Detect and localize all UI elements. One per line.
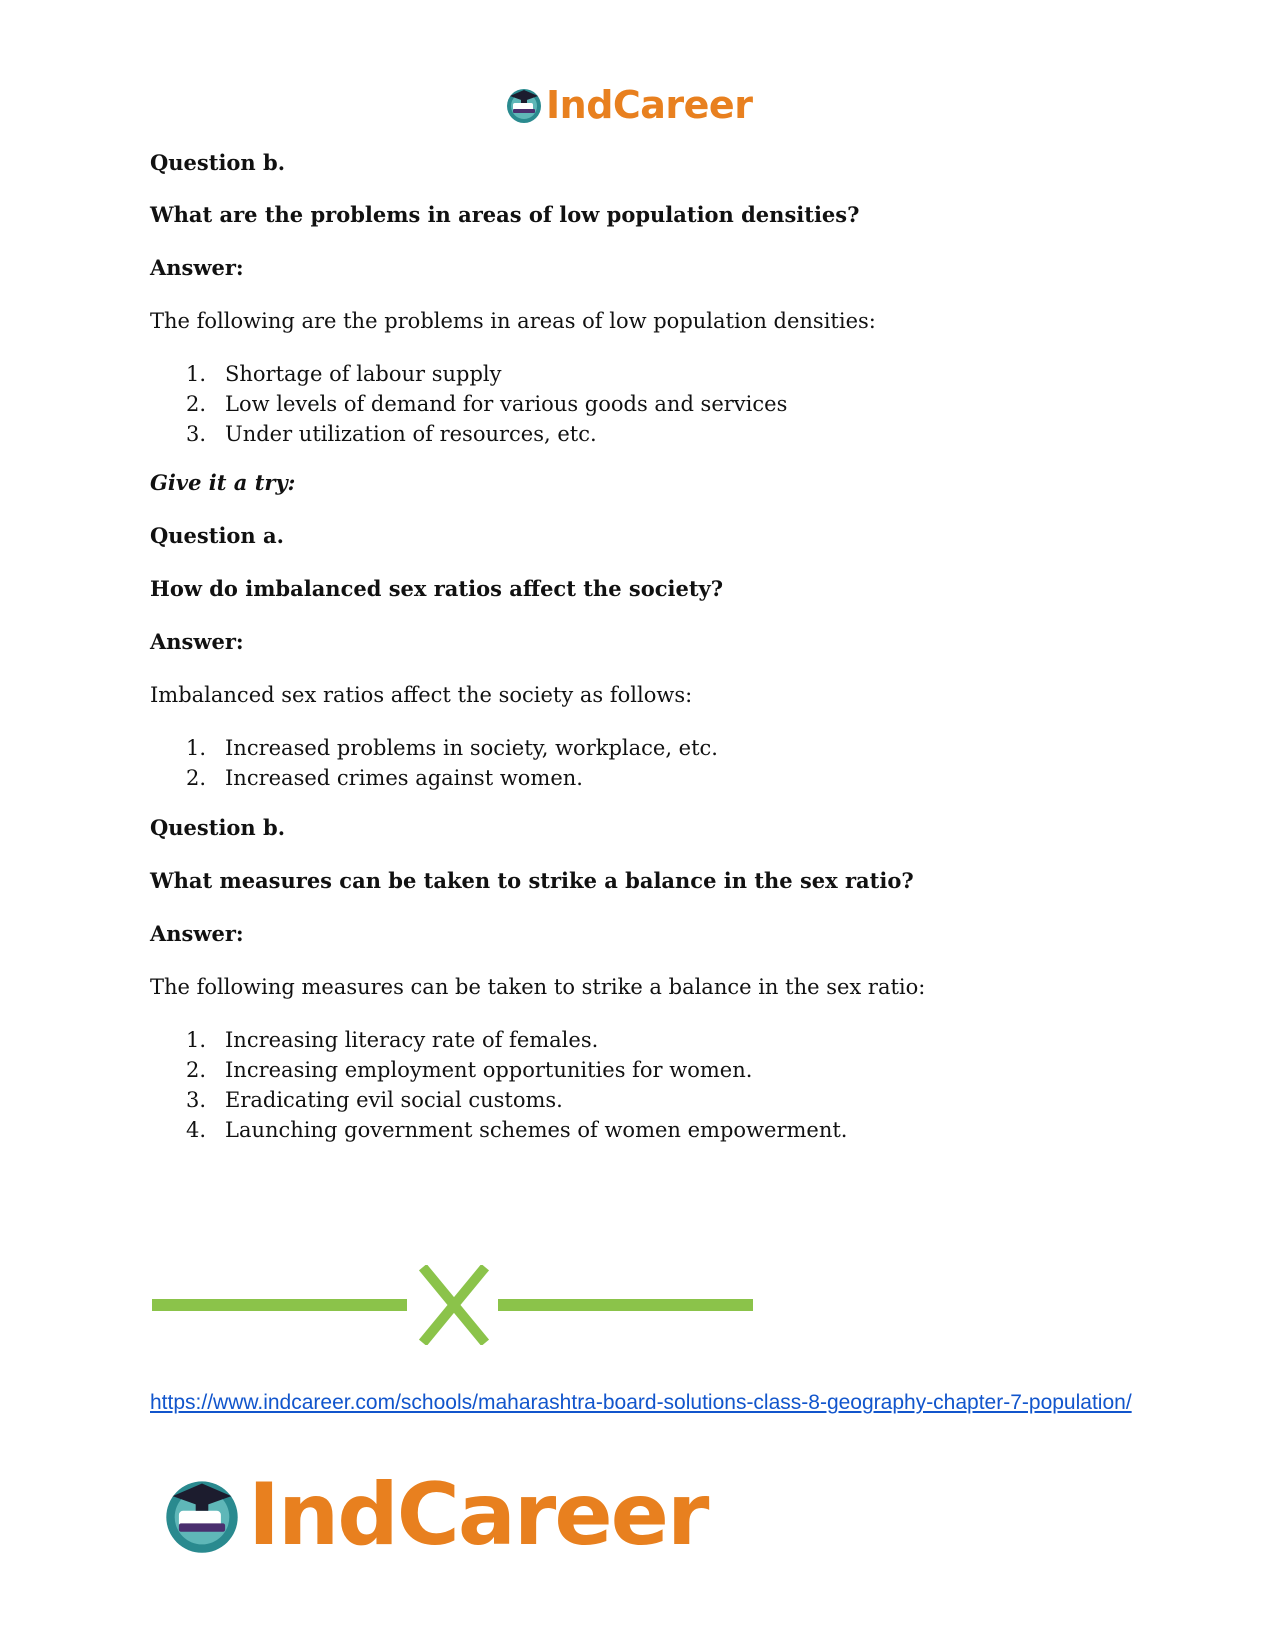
question-label: Question b. <box>150 150 286 175</box>
list-item: 1. Increasing literacy rate of females. <box>186 1028 599 1052</box>
footer-logo <box>160 1465 708 1565</box>
source-link[interactable]: https://www.indcareer.com/schools/maharashtra-board-solutions-class-8-geography-chapter-7-population/ <box>150 1391 1132 1414</box>
answer-intro: The following measures can be taken to strike a balance in the sex ratio: <box>150 975 926 999</box>
list-item: 2. Increasing employment opportunities for women. <box>186 1058 753 1082</box>
question-text: What are the problems in areas of low population densities? <box>150 202 860 227</box>
list-item: 2. Increased crimes against women. <box>186 766 583 790</box>
question-label: Question b. <box>150 815 286 840</box>
answer-label: Answer: <box>150 629 244 654</box>
logo-globe-icon <box>160 1473 244 1557</box>
logo-wordmark: IndCareer <box>546 83 753 127</box>
answer-list <box>150 1025 847 1145</box>
list-item: 3. Under utilization of resources, etc. <box>186 422 597 446</box>
answer-intro: Imbalanced sex ratios affect the society as follows: <box>150 683 693 707</box>
answer-label: Answer: <box>150 921 244 946</box>
list-item: 1. Shortage of labour supply <box>186 362 502 386</box>
logo-globe-icon <box>504 85 544 125</box>
answer-list <box>150 733 718 793</box>
list-item: 2. Low levels of demand for various goods and services <box>186 392 788 416</box>
divider-cross-icon <box>150 1265 760 1345</box>
list-item: 3. Eradicating evil social customs. <box>186 1088 563 1112</box>
answer-list <box>150 359 787 449</box>
answer-label: Answer: <box>150 255 244 280</box>
list-item: 4. Launching government schemes of women empowerment. <box>186 1118 848 1142</box>
logo-wordmark: IndCareer <box>248 1465 708 1565</box>
list-item: 1. Increased problems in society, workplace, etc. <box>186 736 718 760</box>
answer-intro: The following are the problems in areas of low population densities: <box>150 309 876 333</box>
try-heading: Give it a try: <box>150 470 296 495</box>
question-text: What measures can be taken to strike a balance in the sex ratio? <box>150 868 914 893</box>
question-text: How do imbalanced sex ratios affect the society? <box>150 576 724 601</box>
question-label: Question a. <box>150 523 284 548</box>
header-logo <box>504 80 752 130</box>
